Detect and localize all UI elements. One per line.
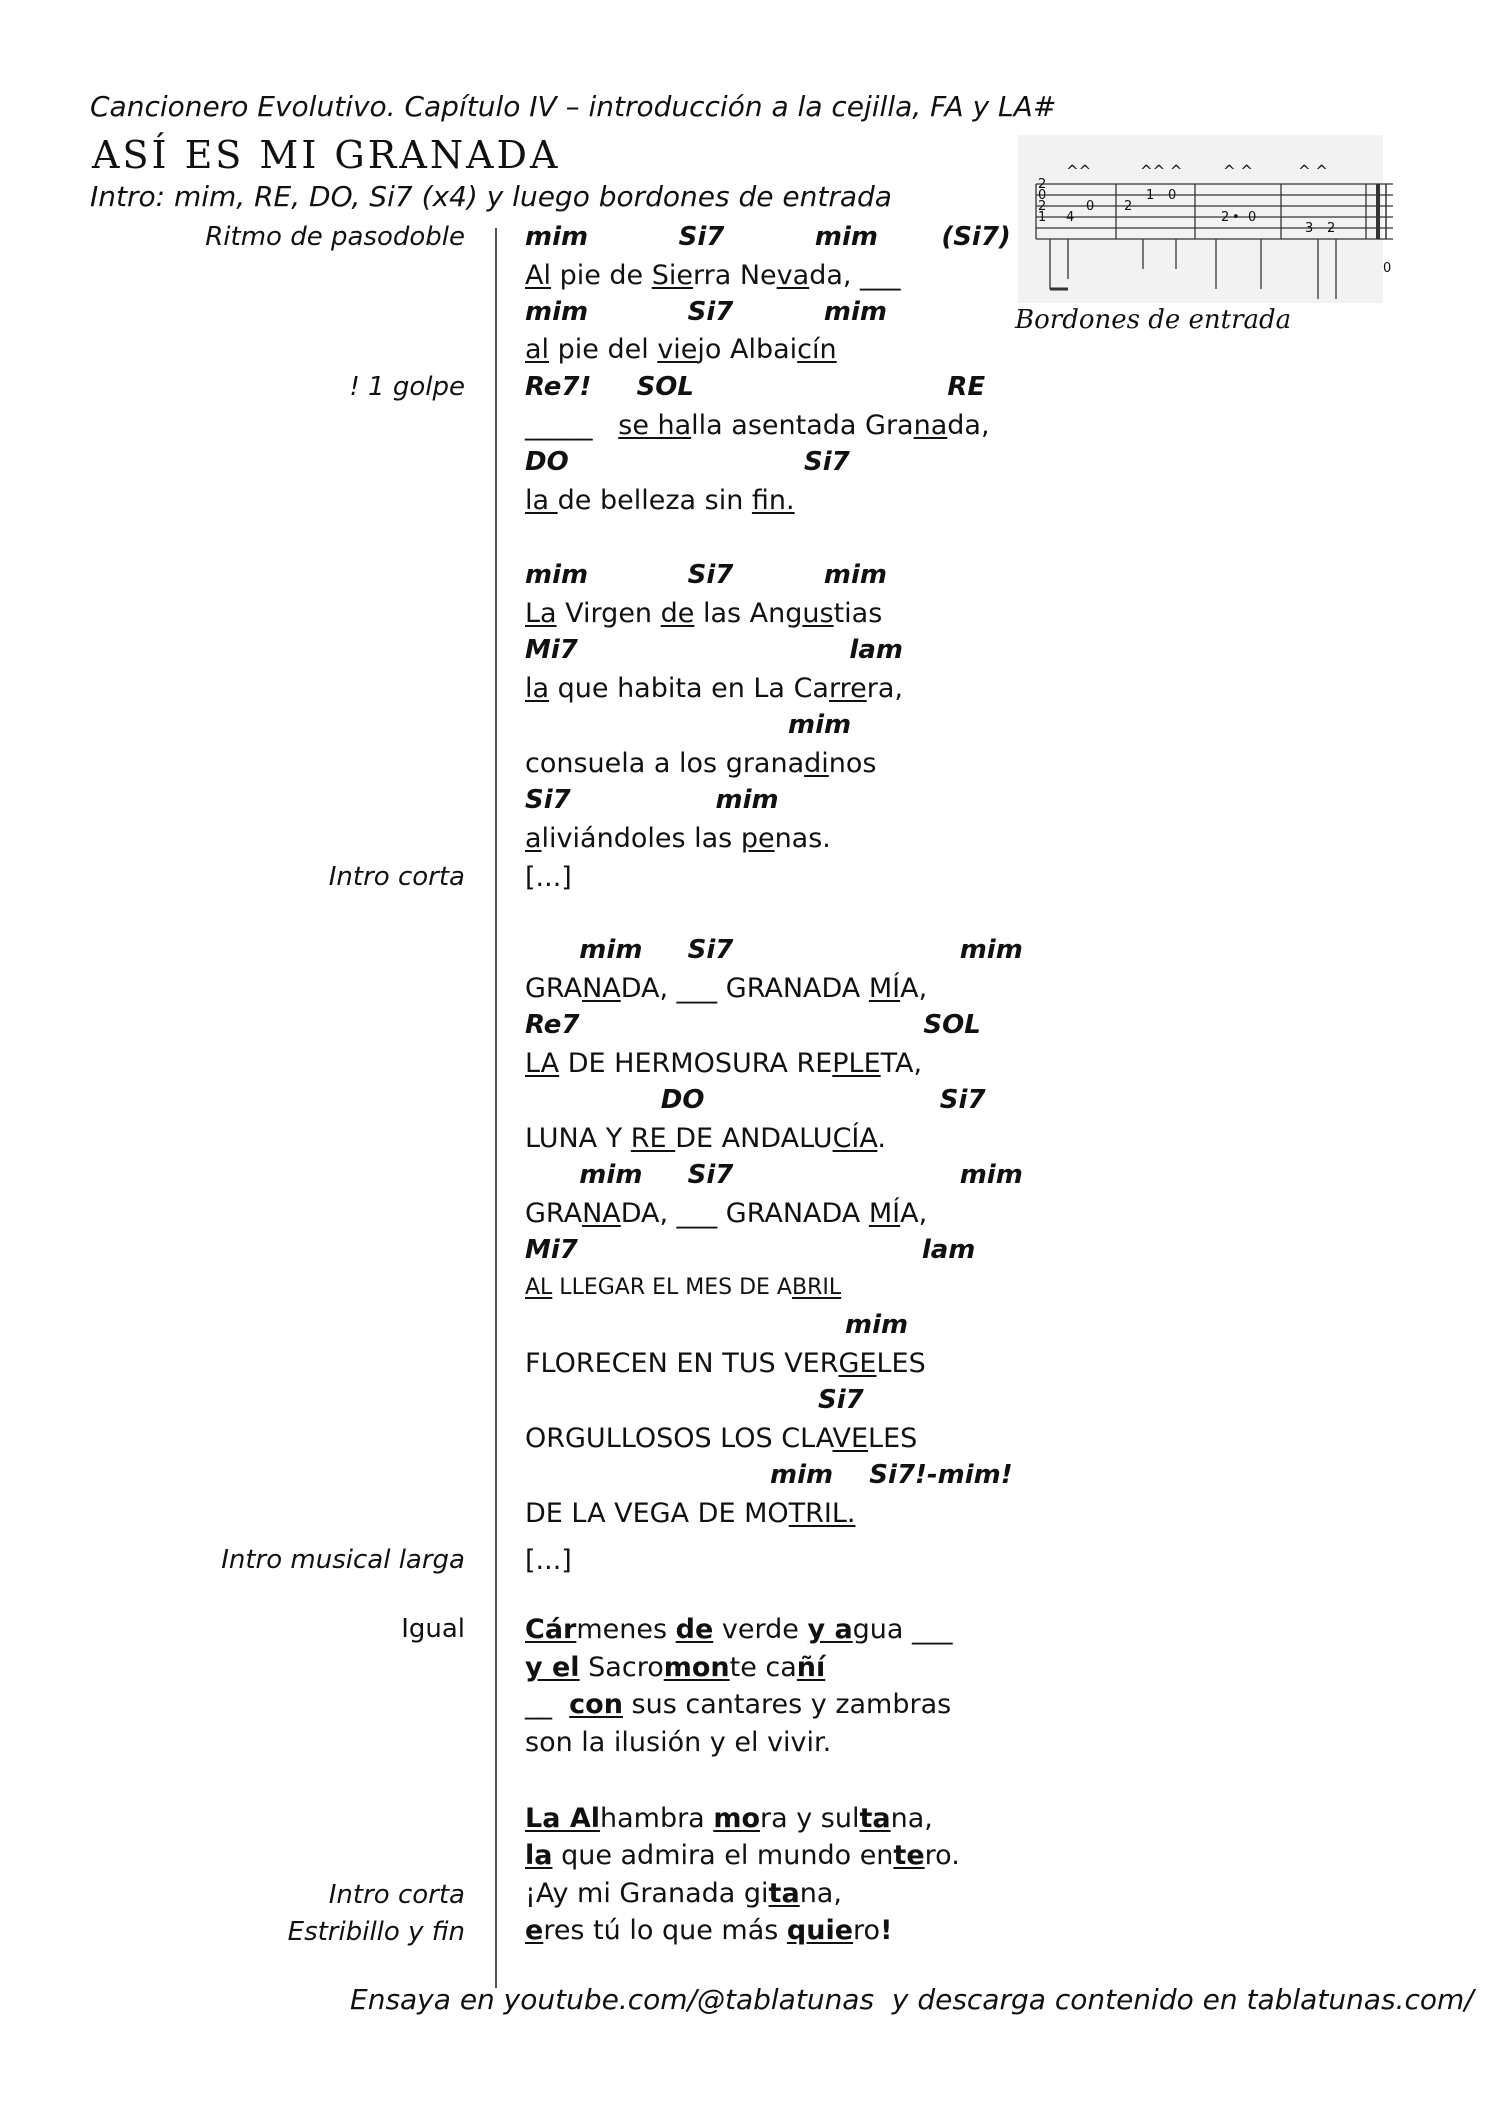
chord-line: mim Si7 mim [525,560,888,590]
svg-text:1: 1 [1146,188,1155,203]
svg-text:2: 2 [1221,210,1230,225]
lyric-line: __ con sus cantares y zambras [525,1689,952,1720]
lyric-line: LA DE HERMOSURA REPLETA, [525,1048,923,1079]
footer-text: Ensaya en youtube.com/@tablatunas y descarga contenido en tablatunas.com/ [350,1983,1474,2016]
lyric-line: la que admira el mundo entero. [525,1840,960,1871]
chord-line: Si7 [818,1385,864,1415]
song-title: ASÍ ES MI GRANADA [92,133,561,177]
chord-line: mim [845,1310,909,1340]
chord-line: mim Si7 mim (Si7) [525,222,1011,252]
lyric-line: y el Sacromonte cañí [525,1652,826,1683]
bordones-tablature [1018,135,1392,303]
note-intro-corta: Intro corta [328,862,465,892]
svg-text:^^ ^: ^^ ^ [1140,162,1183,180]
svg-text:2: 2 [1038,199,1047,214]
lyric-line: La Alhambra mora y sultana, [525,1803,933,1834]
svg-text:•: • [1232,210,1240,225]
svg-text:2: 2 [1327,221,1336,236]
intro-line: Intro: mim, RE, DO, Si7 (x4) y luego bordones de entrada [90,180,892,213]
note-estribillo: Estribillo y fin [287,1917,465,1947]
lyric-line: al pie del viejo Albaicín [525,334,837,365]
lyric-line: la que habita en La Carrera, [525,673,903,704]
svg-text:^ ^: ^ ^ [1298,162,1329,180]
lyric-line: _____ se halla asentada Granada, [525,410,990,441]
svg-text:1: 1 [1038,210,1047,225]
lyric-line: LUNA Y RE DE ANDALUCÍA. [525,1123,886,1154]
chapter-subtitle: Cancionero Evolutivo. Capítulo IV – introducción a la cejilla, FA y LA# [90,90,1057,123]
lyric-line: AL LLEGAR EL MES DE ABRIL [525,1275,842,1300]
svg-text:0: 0 [1248,210,1257,225]
chord-line: Mi7 lam [525,635,903,665]
chord-line: DO Si7 [525,447,850,477]
chord-line: mim Si7 mim [525,935,1023,965]
svg-text:0: 0 [1383,261,1392,276]
lyric-line: consuela a los granadinos [525,748,877,779]
lyric-line: FLORECEN EN TUS VERGELES [525,1348,926,1379]
lyric-line: Al pie de Sierra Nevada, ___ [525,260,901,291]
svg-text:4: 4 [1066,210,1075,225]
chord-line: DO Si7 [525,1085,986,1115]
lyric-line: GRANADA, ___ GRANADA MÍA, [525,973,928,1004]
lyric-line: La Virgen de las Angustias [525,598,883,629]
svg-text:^ ^: ^ ^ [1223,162,1254,180]
intro-marker: [...] [525,862,572,893]
svg-text:3: 3 [1305,221,1314,236]
svg-text:2: 2 [1124,199,1133,214]
svg-text:0: 0 [1086,199,1095,214]
svg-text:0: 0 [1038,188,1047,203]
chord-line: Si7 mim [525,785,779,815]
chord-line: mim [788,710,852,740]
lyric-line: aliviándoles las penas. [525,823,831,854]
note-ritmo: Ritmo de pasodoble [205,222,465,252]
divider-line [495,228,497,1988]
lyric-line: Cármenes de verde y agua ___ [525,1614,953,1645]
chord-line: mim Si7 mim [525,297,888,327]
chord-line: mim Si7!-mim! [770,1460,1013,1490]
lyric-line: DE LA VEGA DE MOTRIL. [525,1498,856,1529]
chord-line: Re7 SOL [525,1010,981,1040]
lyric-line: ORGULLOSOS LOS CLAVELES [525,1423,918,1454]
note-igual: Igual [401,1614,465,1644]
intro-marker: [...] [525,1545,572,1576]
lyric-line: la de belleza sin fin. [525,485,795,516]
svg-text:^^: ^^ [1066,162,1092,180]
svg-text:2: 2 [1038,177,1047,192]
tablature-svg [1028,154,1393,322]
lyric-line: eres tú lo que más quiero! [525,1915,893,1946]
chord-line: Mi7 lam [525,1235,976,1265]
svg-text:0: 0 [1168,188,1177,203]
chord-line: mim Si7 mim [525,1160,1023,1190]
note-golpe: ! 1 golpe [349,372,465,402]
lyric-line: ¡Ay mi Granada gitana, [525,1878,842,1909]
note-intro-corta-2: Intro corta [328,1880,465,1910]
chord-line: Re7! SOL RE [525,372,986,402]
lyric-line: son la ilusión y el vivir. [525,1727,832,1758]
note-intro-larga: Intro musical larga [221,1545,465,1575]
lyric-line: GRANADA, ___ GRANADA MÍA, [525,1198,928,1229]
tab-caption: Bordones de entrada [1015,305,1292,335]
